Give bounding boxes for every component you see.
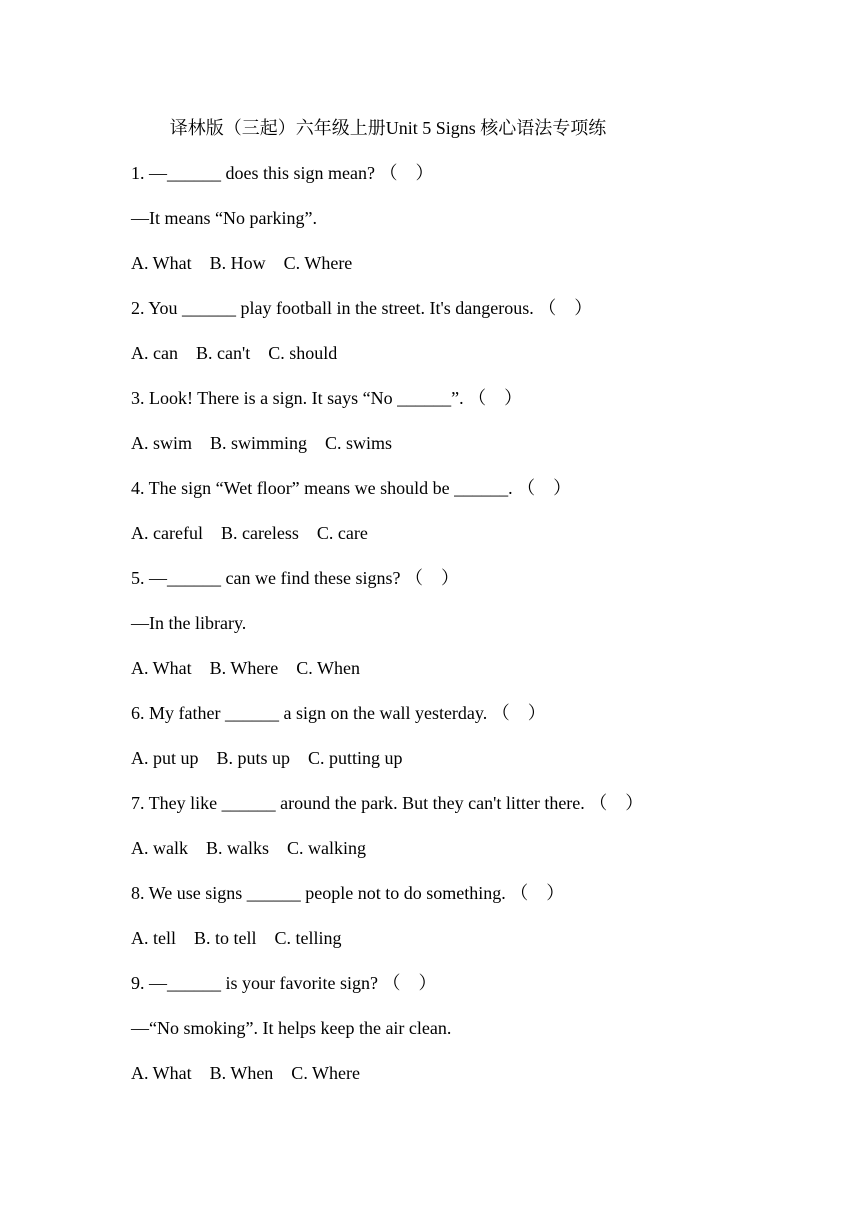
question-8: 8. We use signs ______ people not to do something. （ ） [131, 883, 565, 903]
question-4: 4. The sign “Wet floor” means we should be ______. （ ） [131, 478, 572, 498]
question-5: 5. —______ can we find these signs? （ ） [131, 568, 459, 588]
question-1: 1. —______ does this sign mean? （ ） [131, 163, 434, 183]
options-5: A. What B. Where C. When [131, 658, 360, 678]
options-4: A. careful B. careless C. care [131, 523, 368, 543]
options-6: A. put up B. puts up C. putting up [131, 748, 403, 768]
question-6: 6. My father ______ a sign on the wall yesterday. （ ） [131, 703, 546, 723]
question-9: 9. —______ is your favorite sign? （ ） [131, 973, 437, 993]
answer-line-5: —In the library. [131, 613, 247, 633]
question-3: 3. Look! There is a sign. It says “No ______”. （ ） [131, 388, 523, 408]
document-title: 译林版（三起）六年级上册Unit 5 Signs 核心语法专项练 [169, 118, 607, 138]
exercise-list [131, 159, 831, 1104]
answer-line-9: —“No smoking”. It helps keep the air clean. [131, 1018, 452, 1038]
question-7: 7. They like ______ around the park. But they can't litter there. （ ） [131, 793, 644, 813]
options-8: A. tell B. to tell C. telling [131, 928, 342, 948]
options-7: A. walk B. walks C. walking [131, 838, 366, 858]
options-9: A. What B. When C. Where [131, 1063, 360, 1083]
options-1: A. What B. How C. Where [131, 253, 353, 273]
question-2: 2. You ______ play football in the street. It's dangerous. （ ） [131, 298, 593, 318]
options-2: A. can B. can't C. should [131, 343, 338, 363]
options-3: A. swim B. swimming C. swims [131, 433, 393, 453]
answer-line-1: —It means “No parking”. [131, 208, 317, 228]
